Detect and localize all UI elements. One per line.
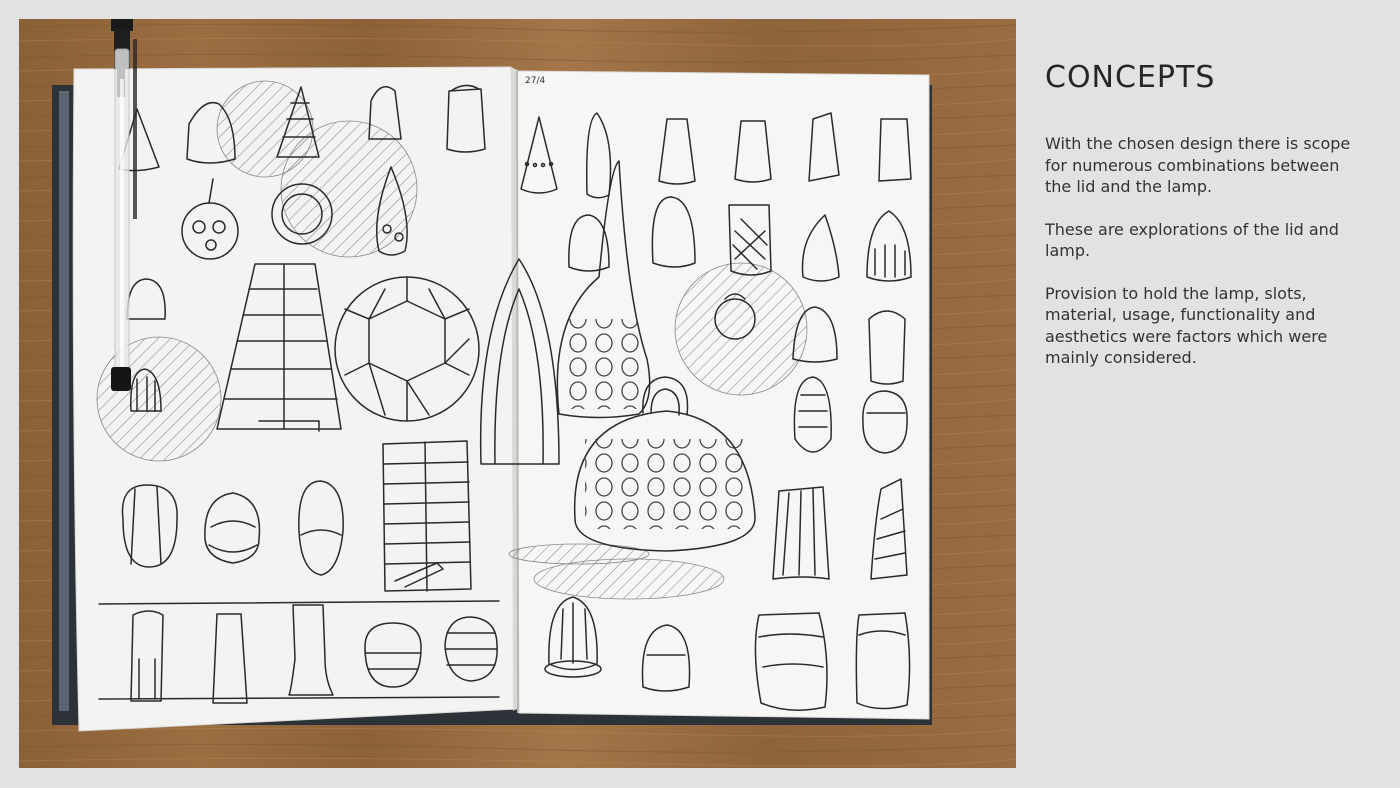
description-paragraph-2: These are explorations of the lid and lamp. xyxy=(1045,219,1339,260)
sketchbook-illustration xyxy=(19,19,1016,768)
description-paragraph-1: With the chosen design there is scope for numerous combinations between the lid and the lamp. xyxy=(1045,134,1351,196)
text-panel xyxy=(1045,60,1365,390)
slide-title: CONCEPTS xyxy=(1045,60,1216,95)
sketchbook-photo xyxy=(19,19,1016,768)
page-annotation: 27/4 xyxy=(525,76,546,86)
description-paragraph-3: Provision to hold the lamp, slots, material, usage, functionality and aesthetics were factors which were mainly considered. xyxy=(1045,283,1328,367)
